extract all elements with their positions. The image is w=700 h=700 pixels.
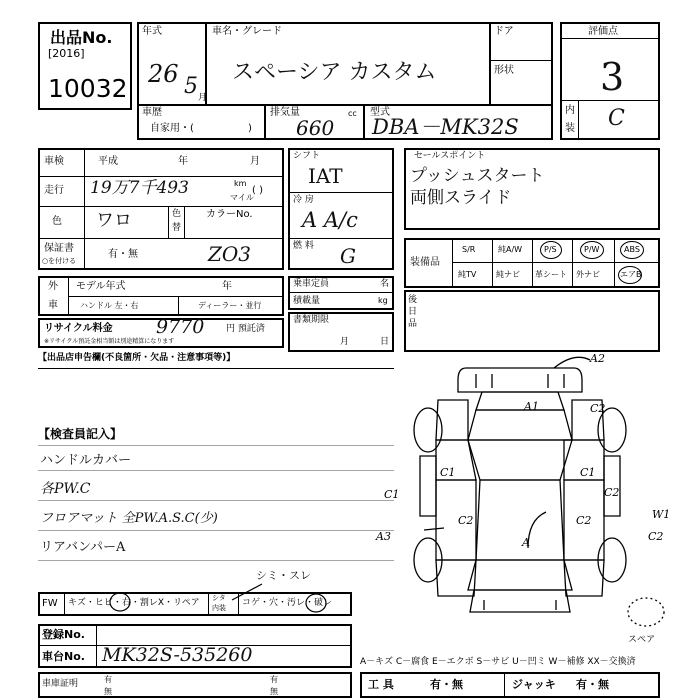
diagram-mark-a: A [522, 536, 530, 549]
equip-sr: S/R [462, 245, 476, 254]
fw-items2: コゲ・穴・汚レ・破レ [242, 598, 333, 608]
cert-nashi-2: 無 [270, 687, 278, 696]
displacement-unit: cc [348, 109, 357, 118]
shift-value: IAT [308, 164, 343, 188]
equipment-label: 装備品 [410, 257, 440, 268]
sha-label: 車 [48, 300, 58, 311]
recycle-note: ※リサイクル預託金相当額は別途精算になります [44, 338, 175, 345]
retrofit-label-2: 日 [408, 307, 418, 317]
docs-month: 月 [340, 337, 350, 347]
aircon-value: A A/c [302, 208, 358, 232]
cert-ari: 有 [104, 675, 112, 684]
tools-options: 有・無 [430, 678, 463, 691]
shaken-era: 平成 [98, 156, 118, 167]
interior-value: C [608, 106, 625, 131]
docs-day: 日 [380, 337, 390, 347]
diagram-mark-c1-left: C1 [440, 466, 456, 479]
month-unit: 月 [198, 93, 208, 103]
mileage-value: 19万7千493 [90, 178, 189, 198]
inspector-line-3: フロアマット 全PW.A.S.C(少) [40, 511, 218, 526]
grade-label: 車名・グレード [212, 26, 282, 37]
diagram-mark-a2: A2 [590, 352, 605, 365]
equip-abs: ABS [624, 245, 640, 254]
grade-value: スペーシア カスタム [232, 60, 437, 85]
equip-airbag: エアB [620, 270, 642, 279]
selling-points-line1: プッシュスタート [410, 166, 545, 186]
mileage-km: km [234, 179, 247, 188]
equip-leather: 革シート [535, 270, 567, 279]
handle-label: ハンドル 左・右 [80, 301, 139, 310]
capacity-label: 乗車定員 [293, 279, 330, 289]
fw-shita-1: シタ [212, 594, 226, 602]
diagram-mark-c2-midr: C2 [576, 514, 592, 527]
displacement-label: 排気量 [270, 107, 300, 118]
selling-points-line2: 両側スライド [410, 188, 512, 208]
shaken-label: 車検 [44, 156, 64, 167]
equip-pw: P/W [584, 245, 600, 254]
color-no-label: カラーNo. [206, 209, 253, 220]
chassis-label: 車台No. [42, 650, 85, 663]
diagram-mark-c1-far: C1 [384, 488, 400, 501]
warranty-options: 有・無 [108, 249, 138, 260]
inspector-line-2: 各PW.C [40, 481, 91, 497]
color-sub-1: 色 [172, 209, 182, 219]
fw-annotation: シミ・スレ [256, 569, 311, 582]
warranty-sub: ○を付ける [42, 257, 77, 265]
reg-label: 登録No. [42, 628, 85, 641]
fw-items: キズ・ヒビ・右・割レX・リペア [68, 598, 200, 608]
color-sub-2: 替 [172, 223, 182, 233]
cert-label: 車庫証明 [42, 679, 79, 689]
equip-navi: 純ナビ [496, 270, 520, 279]
inspector-title: 【検査員記入】 [38, 427, 123, 441]
legend: A－キズ C－腐食 E－エクボ S－サビ U－凹ミ W－補修 XX－交換済 [360, 657, 636, 667]
mileage-paren: ( ) [252, 185, 263, 196]
lot-number: 10032 [48, 74, 128, 103]
docs-label: 書類期限 [293, 315, 330, 325]
model-year-unit: 年 [222, 281, 232, 292]
inspector-line-4: リアバンパーA [40, 540, 126, 555]
model-label: 型式 [370, 107, 390, 118]
interior-label-1: 内 [565, 105, 575, 116]
diagram-mark-a1: A1 [524, 400, 539, 413]
history-value: 自家用・( [150, 123, 194, 134]
fuel-label: 燃 料 [293, 241, 314, 251]
rating-value: 3 [600, 55, 625, 99]
warranty-label: 保証書 [44, 243, 74, 254]
interior-label-2: 装 [565, 123, 575, 134]
lot-title: 出品No. [50, 28, 113, 47]
jack-options: 有・無 [576, 678, 609, 691]
diagram-mark-c1-right: C1 [580, 466, 596, 479]
tools-label: 工 具 [368, 678, 394, 691]
nenshiki-month: 5 [184, 74, 198, 99]
color-no-value: ZO3 [208, 242, 252, 266]
door-label: ドア [494, 26, 514, 37]
lot-year: [2016] [48, 47, 85, 60]
mileage-label: 走行 [44, 185, 64, 196]
displacement-value: 660 [296, 116, 335, 140]
diagram-mark-c2-right: C2 [604, 486, 620, 499]
inspector-line-1: ハンドルカバー [40, 453, 132, 468]
gai-label: 外 [48, 281, 58, 292]
spare-label: スペア [628, 635, 656, 645]
dealer-label: ディーラー・並行 [198, 301, 262, 310]
jack-label: ジャッキ [512, 678, 556, 691]
cert-ari-2: 有 [270, 675, 278, 684]
color-label: 色 [52, 216, 62, 227]
recycle-value: 9770 [156, 316, 205, 338]
model-value: DBA－MK32S [372, 115, 519, 139]
color-value: ワロ [96, 210, 132, 231]
exhibitor-note: 【出品店申告欄(不良箇所・欠品・注意事項等)】 [38, 353, 236, 363]
diagram-mark-c2-mid: C2 [458, 514, 474, 527]
selling-points-label: セールスポイント [414, 151, 486, 161]
recycle-unit: 円 預託済 [226, 324, 265, 334]
rating-label: 評価点 [588, 26, 618, 37]
recycle-label: リサイクル料金 [44, 323, 113, 334]
nenshiki-year: 26 [148, 60, 179, 88]
fuel-value: G [340, 244, 356, 268]
nenshiki-label: 年式 [142, 26, 162, 37]
diagram-mark-w1: W1 [652, 508, 671, 521]
shape-label: 形状 [494, 65, 514, 76]
capacity-unit: 名 [380, 279, 390, 289]
equip-ext-navi: 外ナビ [576, 270, 600, 279]
load-label: 積載量 [293, 296, 321, 306]
fw-shita-2: 内装 [212, 604, 226, 612]
chassis-value: MK32S-535260 [102, 644, 253, 666]
diagram-mark-c2-top: C2 [590, 402, 606, 415]
fw-label: FW [42, 598, 58, 609]
model-year-label: モデル年式 [76, 281, 126, 292]
cert-nashi: 無 [104, 687, 112, 696]
equip-ps: P/S [544, 245, 557, 254]
shaken-year: 年 [178, 156, 188, 167]
mileage-mile: マイル [230, 193, 254, 202]
diagram-mark-c2-far: C2 [648, 530, 664, 543]
equip-aw: 純A/W [498, 245, 523, 254]
history-label: 車歴 [142, 107, 162, 118]
diagram-mark-a3: A3 [376, 530, 391, 543]
retrofit-label-1: 後 [408, 295, 418, 305]
aircon-label: 冷 房 [293, 195, 314, 205]
load-unit: kg [378, 296, 388, 305]
retrofit-label-3: 品 [408, 319, 418, 329]
equip-tv: 純TV [458, 270, 477, 279]
shaken-month: 月 [250, 156, 260, 167]
shift-label: シフト [293, 151, 321, 161]
history-paren-close: ) [248, 123, 252, 134]
